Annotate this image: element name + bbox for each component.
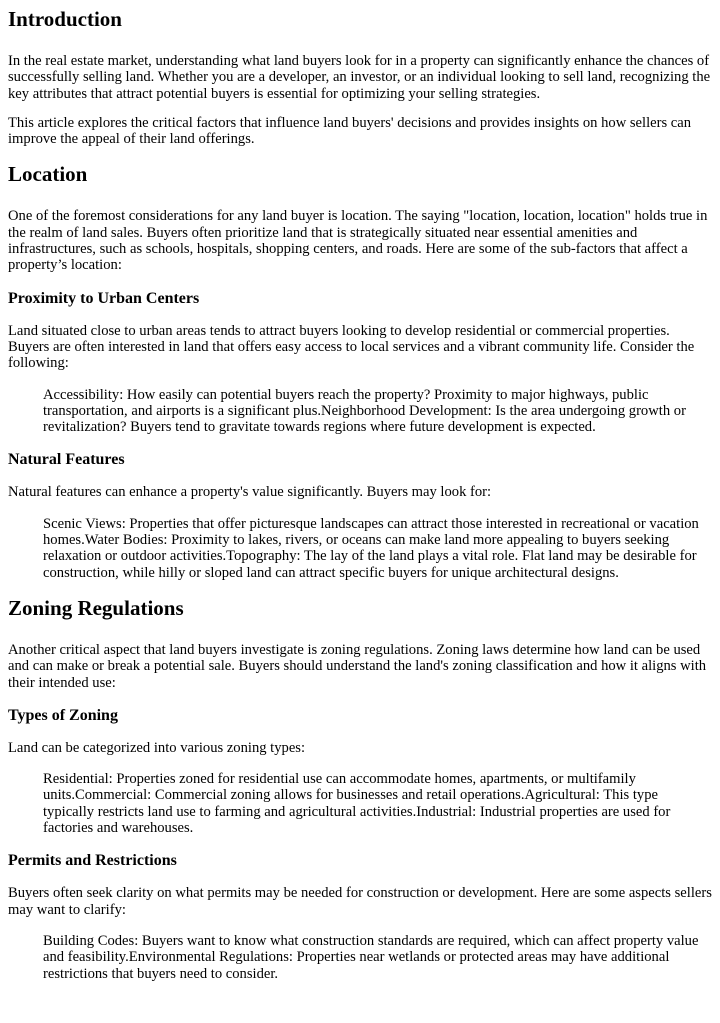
proximity-quote: Accessibility: How easily can potential buyers reach the property? Proximity to major highways, public transportation, and airports is a significant plus.Neighborhood Development: Is the area undergoing growth or revitalization? Buyers tend to gravitate towards regions where future development is expected. bbox=[43, 386, 686, 436]
natural-features-paragraph: Natural features can enhance a property's value significantly. Buyers may look for: bbox=[8, 484, 492, 501]
heading-zoning: Zoning Regulations bbox=[8, 595, 184, 620]
heading-location: Location bbox=[8, 162, 88, 187]
subheading-permits: Permits and Restrictions bbox=[8, 852, 177, 870]
natural-features-quote: Scenic Views: Properties that offer picturesque landscapes can attract those interested in recreational or vacation homes.Water Bodies: Proximity to lakes, rivers, or oceans can make land more appealing to buyers seeking relaxation or outdoor activities.Topography: The lay of the land plays a vital role. Flat land may be desirable for construction, while hilly or sloped land can attract specific buyers for unique architectural designs. bbox=[43, 515, 699, 581]
location-paragraph: One of the foremost considerations for any land buyer is location. The saying "location, location, location" holds true in the realm of land sales. Buyers often prioritize land that is strategically situated near essential amenities and infrastructures, such as schools, hospitals, shopping centers, and roads. Here are some of the sub-factors that affect a property’s location: bbox=[8, 208, 708, 274]
permits-paragraph: Buyers often seek clarity on what permits may be needed for construction or development. Here are some aspects sellers may want to clarify: bbox=[8, 885, 712, 918]
subheading-types-of-zoning: Types of Zoning bbox=[8, 706, 118, 724]
heading-introduction: Introduction bbox=[8, 7, 122, 31]
proximity-paragraph: Land situated close to urban areas tends to attract buyers looking to develop residential or commercial properties. Buyers are often interested in land that offers easy access to local services and a vibrant community life. Consider the following: bbox=[8, 322, 695, 372]
article bbox=[0, 6, 712, 982]
subheading-proximity: Proximity to Urban Centers bbox=[8, 289, 200, 307]
types-of-zoning-paragraph: Land can be categorized into various zoning types: bbox=[8, 739, 306, 756]
intro-paragraph-1: In the real estate market, understanding what land buyers look for in a property can significantly enhance the chances of successfully selling land. Whether you are a developer, an investor, or an individual looking to sell land, recognizing the key attributes that attract potential buyers is essential for optimizing your selling strategies. bbox=[8, 53, 711, 102]
permits-quote: Building Codes: Buyers want to know what construction standards are required, which can affect property value and feasibility.Environmental Regulations: Properties near wetlands or protected areas may have additional restrictions that buyers need to consider. bbox=[43, 932, 699, 982]
subheading-natural-features: Natural Features bbox=[8, 451, 125, 469]
intro-paragraph-2: This article explores the critical factors that influence land buyers' decisions and provides insights on how sellers can improve the appeal of their land offerings. bbox=[8, 114, 692, 148]
zoning-paragraph: Another critical aspect that land buyers investigate is zoning regulations. Zoning laws determine how land can be used and can make or break a potential sale. Buyers should understand the land's zoning classification and how it aligns with their intended use: bbox=[8, 641, 707, 691]
types-of-zoning-quote: Residential: Properties zoned for residential use can accommodate homes, apartments, or multifamily units.Commercial: Commercial zoning allows for businesses and retail operations.Agricultural: This type typically restricts land use to farming and agricultural activities.Industrial: Industrial properties are used for factories and warehouses. bbox=[43, 771, 671, 837]
